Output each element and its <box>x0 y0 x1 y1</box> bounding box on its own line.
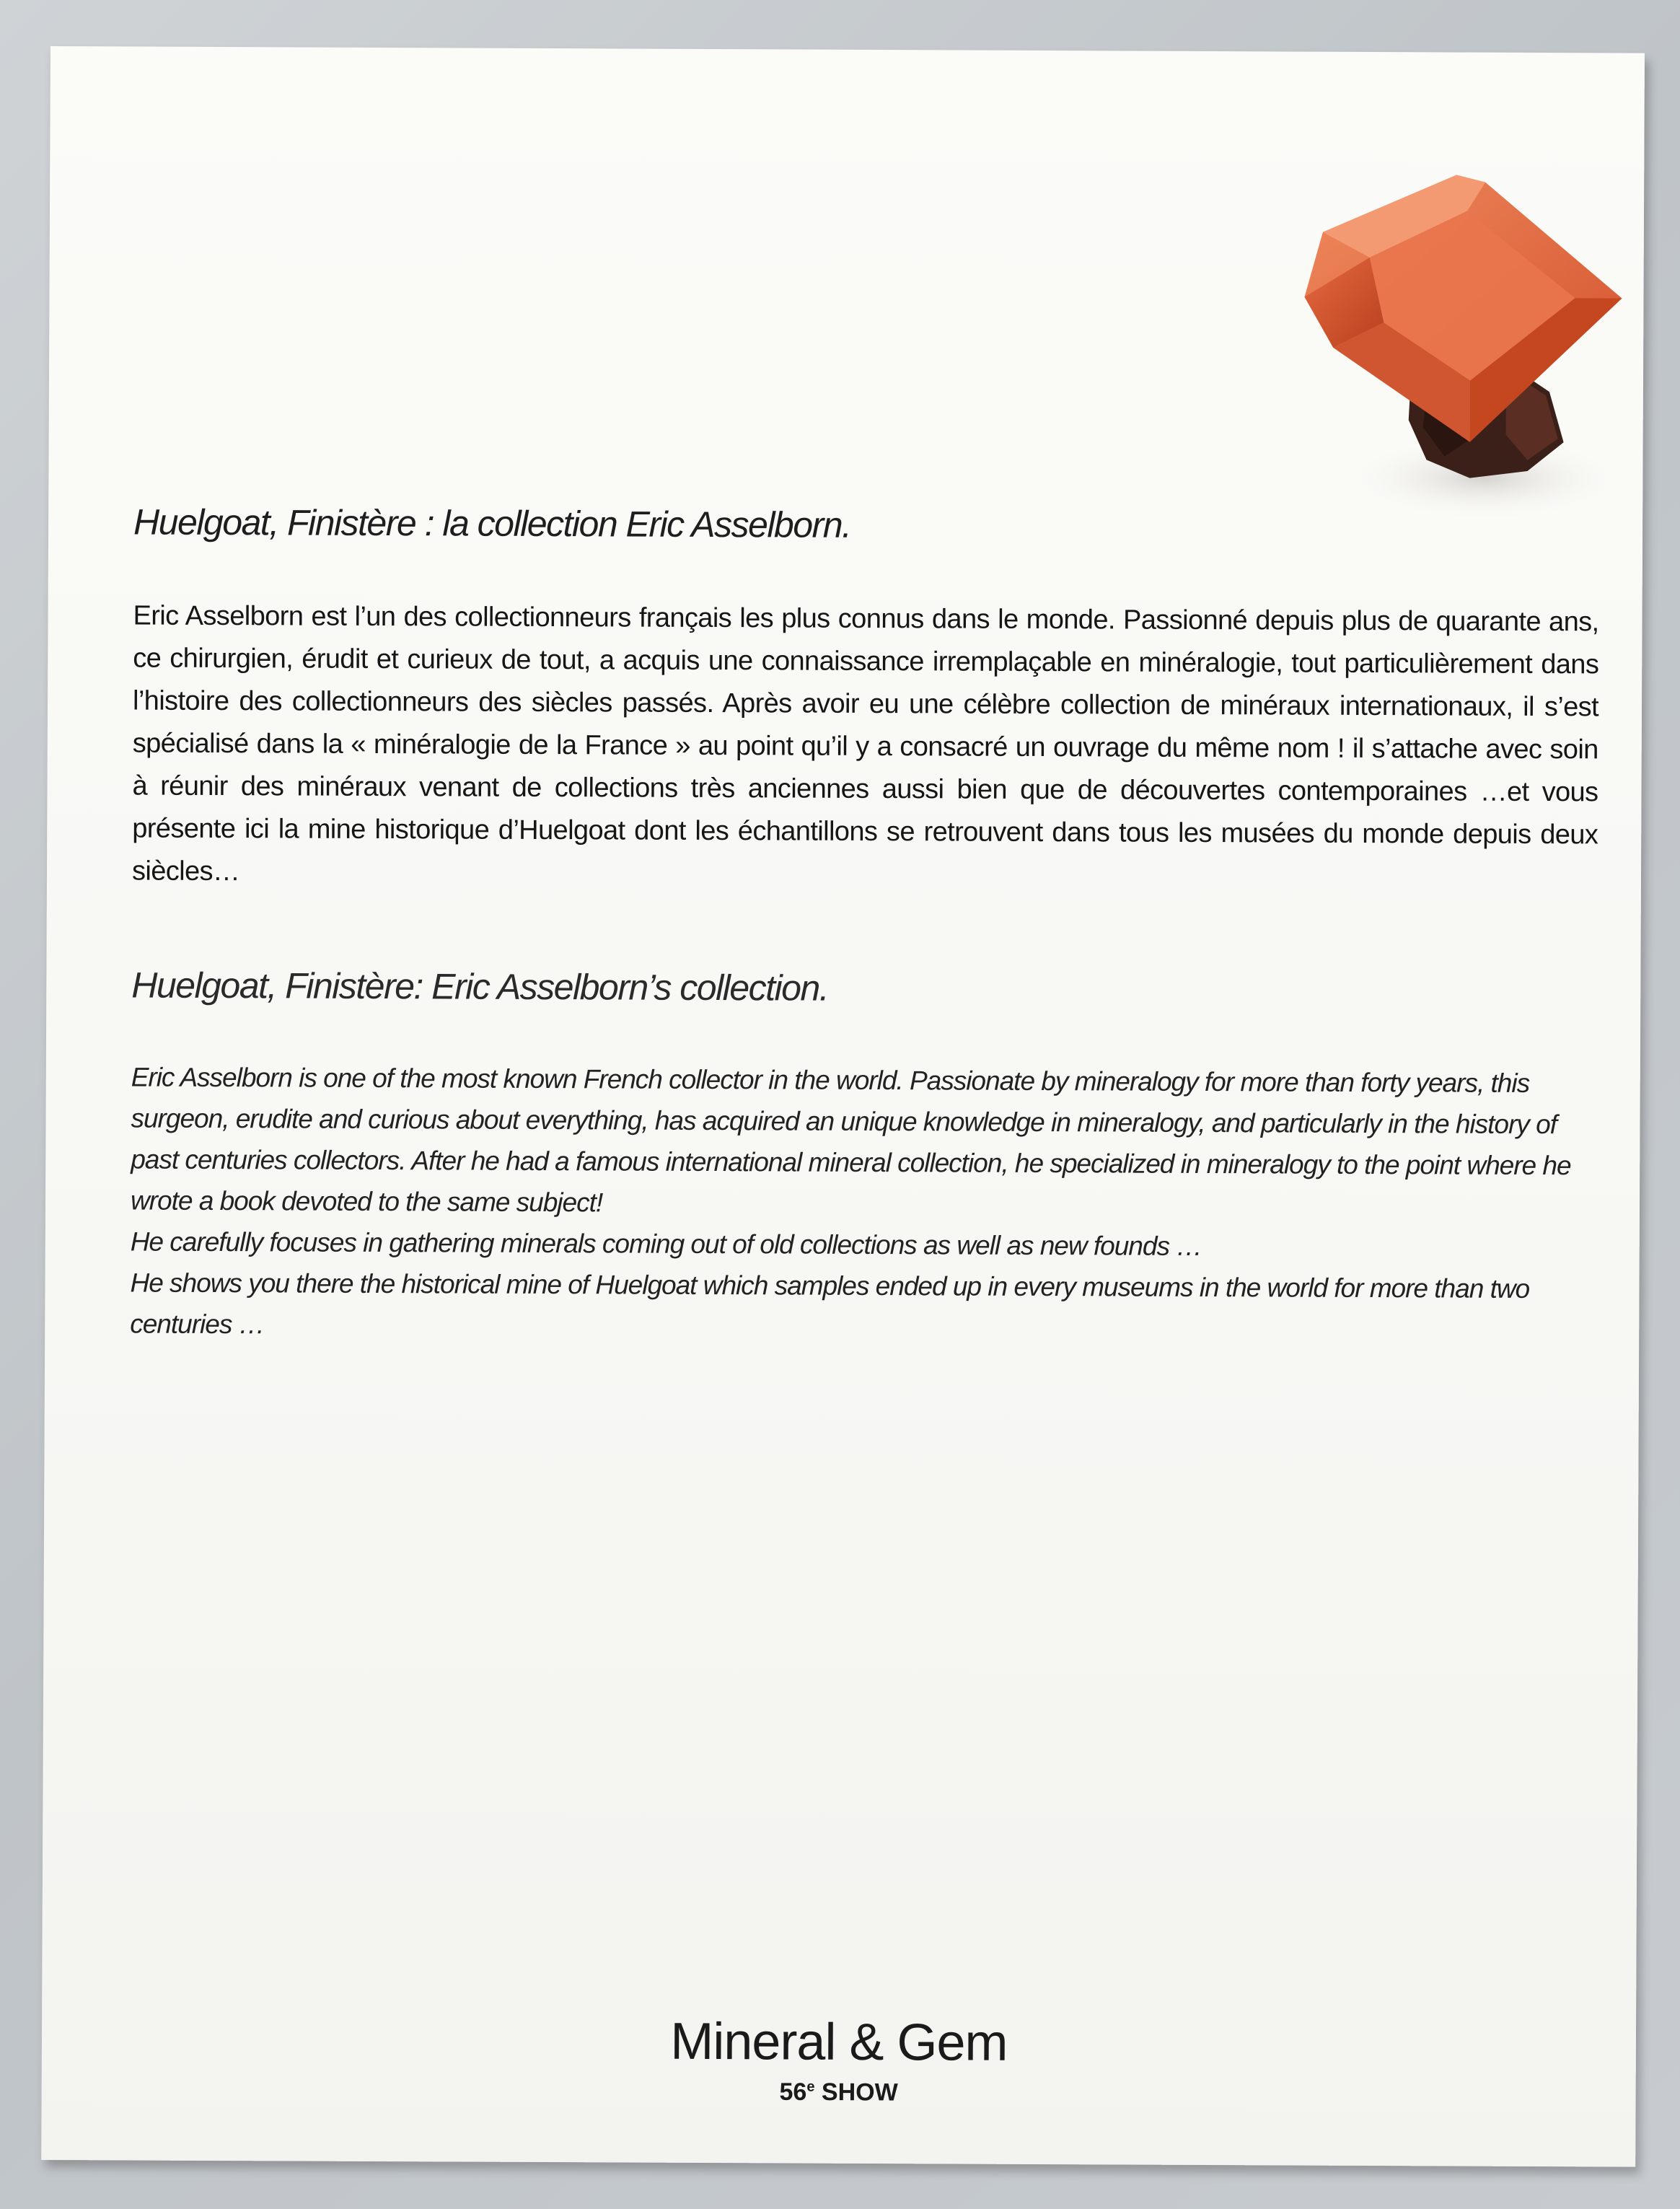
english-body <box>130 1057 1597 1351</box>
english-title: Huelgoat, Finistère: Eric Asselborn’s collection. <box>131 965 829 1009</box>
show-title: Mineral & Gem <box>670 2012 1008 2072</box>
show-edition <box>42 2069 1636 2110</box>
show-logo <box>42 2010 1637 2110</box>
french-body: Eric Asselborn est l’un des collectionneurs français les plus connus dans le monde. Passionné depuis plus de quarante ans, ce chirurgien, érudit et curieux de tout, a acquis une connaissance irremplaçable en minéralogie, tout particulièrement dans l’histoire des collectionneurs des siècles passés. Après avoir eu une célèbre collection de minéraux internationaux, il s’est spécialisé dans la « minéralogie de la France » au point qu’il y a consacré un ouvrage du même nom ! il s’attache avec soin à réunir des minéraux venant de collections très anciennes aussi bien que de découvertes contemporaines …et vous présente ici la mine historique d’Huelgoat dont les échantillons se retrouvent dans tous les musées du monde depuis deux siècles… <box>131 600 1599 887</box>
english-paragraph: He shows you there the historical mine of Huelgoat which samples ended up in every museums in the world for more than two centuries … <box>130 1268 1530 1340</box>
english-paragraph: He carefully focuses in gathering minerals coming out of old collections as well as new founds … <box>130 1226 1202 1261</box>
english-paragraph: Eric Asselborn is one of the most known French collector in the world. Passionate by mineralogy for more than forty years, this surgeon, erudite and curious about everything, has acquired an unique knowledge in mineralogy, and particularly in the history of past centuries collectors. After he had a famous international mineral collection, he specialized in mineralogy to the point where he wrote a book devoted to the same subject! <box>130 1062 1571 1218</box>
information-panel <box>41 46 1645 2167</box>
french-title: Huelgoat, Finistère : la collection Eric Asselborn. <box>133 501 851 545</box>
show-number-suffix: e <box>806 2078 815 2095</box>
show-label: SHOW <box>814 2078 898 2107</box>
show-number: 56 <box>779 2078 807 2106</box>
orange-crystal-specimen-icon <box>1289 131 1637 537</box>
